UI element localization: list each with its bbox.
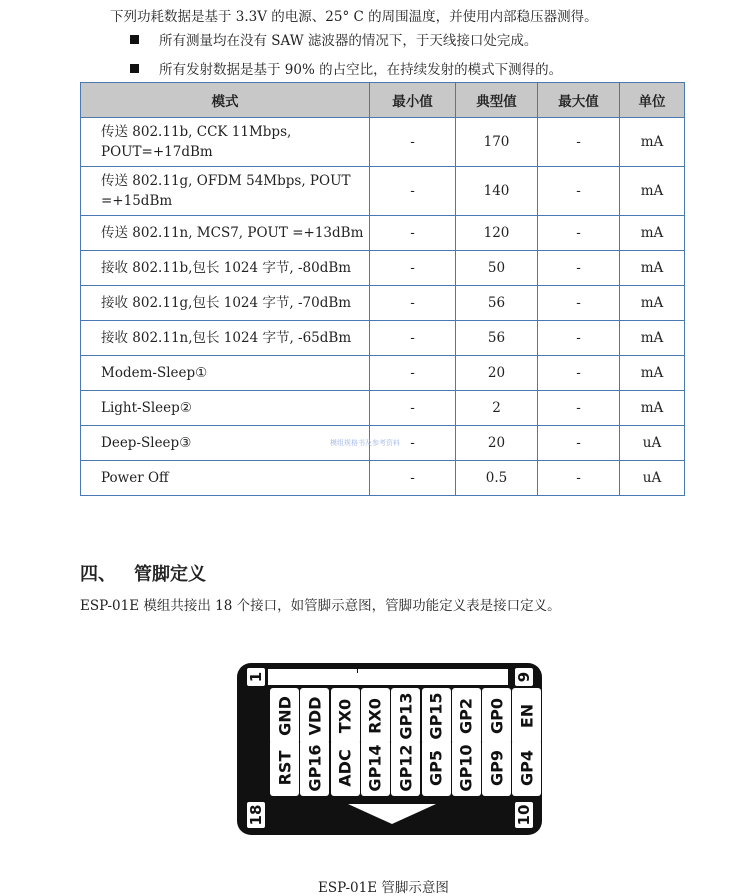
watermark: 模组规格书及参考资料 xyxy=(330,439,400,447)
cell-max: - xyxy=(538,356,620,391)
table-row xyxy=(81,286,685,321)
cell-min: - xyxy=(370,461,456,496)
cell-mode: Deep-Sleep③ xyxy=(81,426,370,461)
cell-unit: mA xyxy=(620,286,685,321)
cell-unit: uA xyxy=(620,426,685,461)
pin-gp5: GP5 xyxy=(422,740,451,796)
cell-mode: 传送 802.11b, CCK 11Mbps, POUT=+17dBm xyxy=(81,118,370,167)
cell-min: - xyxy=(370,216,456,251)
diagram-tick-mark xyxy=(357,665,358,673)
cell-mode: 传送 802.11g, OFDM 54Mbps, POUT =+15dBm xyxy=(81,167,370,216)
cell-unit: mA xyxy=(620,167,685,216)
bullet-text: 所有测量均在没有 SAW 滤波器的情况下，于天线接口处完成。 xyxy=(159,33,538,49)
header-typ: 典型值 xyxy=(456,83,538,118)
cell-typ: 0.5 xyxy=(456,461,538,496)
cell-unit: uA xyxy=(620,461,685,496)
cell-unit: mA xyxy=(620,321,685,356)
cell-unit: mA xyxy=(620,356,685,391)
pin-gp13: GP13 xyxy=(391,688,420,744)
pin-gp12: GP12 xyxy=(391,740,420,796)
pin-tx0: TX0 xyxy=(331,688,360,744)
header-unit: 单位 xyxy=(620,83,685,118)
cell-mode: 接收 802.11n,包长 1024 字节, -65dBm xyxy=(81,321,370,356)
pin-gp10: GP10 xyxy=(452,740,481,796)
cell-max: - xyxy=(538,426,620,461)
cell-min: - xyxy=(370,391,456,426)
bullet-item xyxy=(130,32,537,50)
table-row xyxy=(81,118,685,167)
cell-max: - xyxy=(538,321,620,356)
pin-gp16: GP16 xyxy=(300,740,329,796)
cell-typ: 2 xyxy=(456,391,538,426)
table-header-row xyxy=(81,83,685,118)
corner-label-18: 18 xyxy=(247,802,265,828)
diagram-caption: ESP-01E 管脚示意图 xyxy=(318,880,449,896)
cell-max: - xyxy=(538,118,620,167)
diagram-top-bar xyxy=(268,669,508,685)
cell-typ: 170 xyxy=(456,118,538,167)
corner-label-1: 1 xyxy=(247,668,265,686)
cell-unit: mA xyxy=(620,251,685,286)
power-consumption-table xyxy=(80,82,685,496)
cell-max: - xyxy=(538,391,620,426)
table-row xyxy=(81,461,685,496)
header-mode: 模式 xyxy=(81,83,370,118)
cell-mode: 传送 802.11n, MCS7, POUT =+13dBm xyxy=(81,216,370,251)
cell-typ: 20 xyxy=(456,426,538,461)
cell-min: - xyxy=(370,321,456,356)
pin-gp4: GP4 xyxy=(512,740,541,796)
table-row xyxy=(81,167,685,216)
pin-rst: RST xyxy=(270,740,299,796)
table-row xyxy=(81,356,685,391)
bullet-square-icon xyxy=(130,35,139,44)
pin-gp0: GP0 xyxy=(482,688,511,744)
cell-mode: 接收 802.11g,包长 1024 字节, -70dBm xyxy=(81,286,370,321)
cell-min: - xyxy=(370,167,456,216)
bullet-item xyxy=(130,61,562,79)
orientation-arrow-icon xyxy=(348,804,436,824)
pin-gp15: GP15 xyxy=(422,688,451,744)
header-min: 最小值 xyxy=(370,83,456,118)
pin-en: EN xyxy=(512,688,541,744)
pin-gp9: GP9 xyxy=(482,740,511,796)
table-row xyxy=(81,391,685,426)
cell-mode: Light-Sleep② xyxy=(81,391,370,426)
section-title: 管脚定义 xyxy=(134,564,206,585)
section-heading xyxy=(80,560,206,586)
cell-typ: 56 xyxy=(456,321,538,356)
intro-text: 下列功耗数据是基于 3.3V 的电源、25° C 的周围温度，并使用内部稳压器测得。 xyxy=(110,9,598,25)
cell-typ: 50 xyxy=(456,251,538,286)
cell-max: - xyxy=(538,167,620,216)
cell-mode: Modem-Sleep① xyxy=(81,356,370,391)
cell-mode: Power Off xyxy=(81,461,370,496)
table-row xyxy=(81,216,685,251)
pin-rx0: RX0 xyxy=(361,688,390,744)
cell-max: - xyxy=(538,251,620,286)
bullet-square-icon xyxy=(130,64,139,73)
pin-gnd: GND xyxy=(270,688,299,744)
cell-mode: 接收 802.11b,包长 1024 字节, -80dBm xyxy=(81,251,370,286)
cell-typ: 20 xyxy=(456,356,538,391)
bullet-text: 所有发射数据是基于 90% 的占空比，在持续发射的模式下测得的。 xyxy=(159,62,563,78)
cell-unit: mA xyxy=(620,391,685,426)
cell-max: - xyxy=(538,461,620,496)
cell-min: - xyxy=(370,426,456,461)
table-row xyxy=(81,251,685,286)
cell-min: - xyxy=(370,251,456,286)
corner-label-10: 10 xyxy=(515,802,533,828)
cell-min: - xyxy=(370,118,456,167)
cell-min: - xyxy=(370,356,456,391)
pin-adc: ADC xyxy=(331,740,360,796)
table-row xyxy=(81,321,685,356)
pin-gp2: GP2 xyxy=(452,688,481,744)
pin-vdd: VDD xyxy=(300,688,329,744)
cell-unit: mA xyxy=(620,216,685,251)
corner-label-9: 9 xyxy=(515,668,533,686)
section-number: 四、 xyxy=(80,564,116,585)
section-description: ESP-01E 模组共接出 18 个接口，如管脚示意图，管脚功能定义表是接口定义。 xyxy=(80,598,561,614)
cell-typ: 140 xyxy=(456,167,538,216)
cell-max: - xyxy=(538,286,620,321)
pin-gp14: GP14 xyxy=(361,740,390,796)
cell-min: - xyxy=(370,286,456,321)
cell-typ: 120 xyxy=(456,216,538,251)
cell-unit: mA xyxy=(620,118,685,167)
header-max: 最大值 xyxy=(538,83,620,118)
cell-max: - xyxy=(538,216,620,251)
cell-typ: 56 xyxy=(456,286,538,321)
